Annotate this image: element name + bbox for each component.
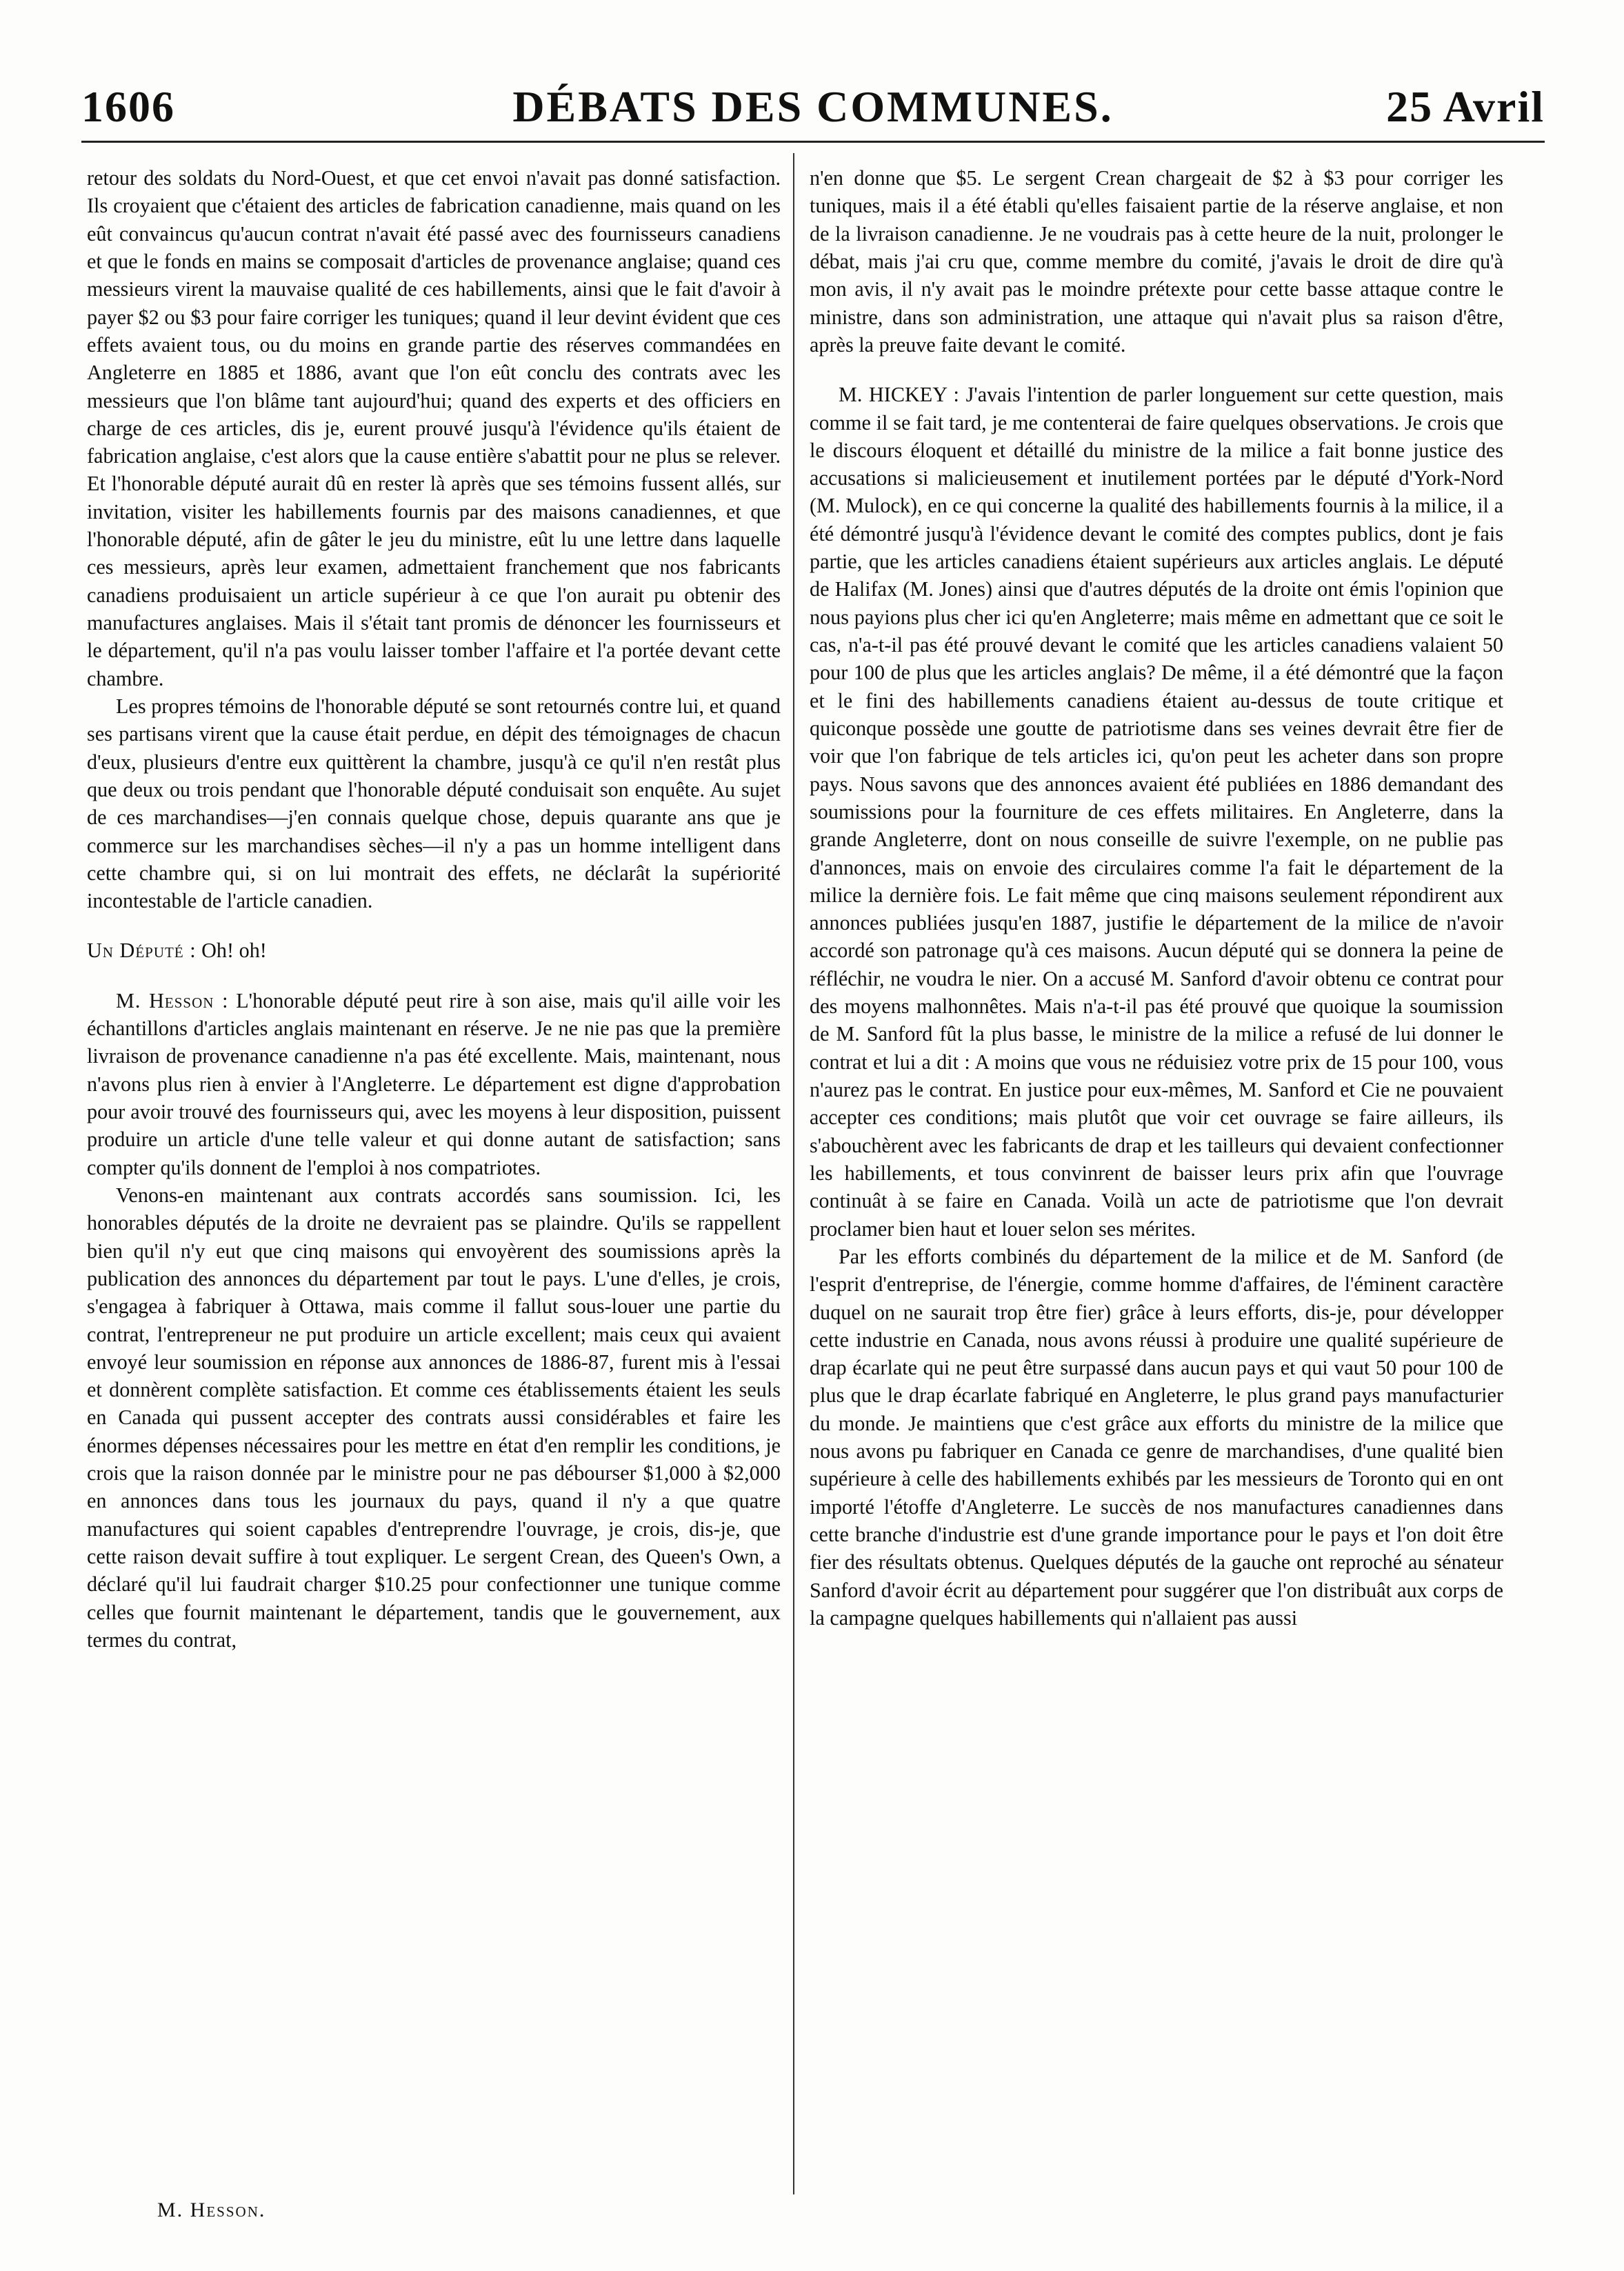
catchword: M. Hesson. [157,2199,266,2221]
left-paragraph-3: Venons-en maintenant aux contrats accordés sans soumission. Ici, les honorables députés de la droite ne devraient pas se plaindre. Qu'ils se rappellent bien qu'il n'y eut que cinq maisons qui envoyèrent des soumissions après la publication des annonces du département par tout le pays. L'une d'elles, je crois, s'engagea à fabriquer à Ottawa, mais comme il fallut sous-louer une partie du contrat, l'entrepreneur ne put produire un article excellent; mais ceux qui avaient envoyé leur soumission en réponse aux annonces de 1886-87, furent mis à l'essai et donnèrent complète satisfaction. Et comme ces établissements étaient les seuls en Canada qui pussent accepter des contrats aussi considérables et faire les énormes dépenses nécessaires pour les mettre en état d'en remplir les conditions, je crois que la raison donnée par le ministre pour ne pas débourser $1,000 à $2,000 en annonces dans tous les journaux du pays, quand il n'y a que quatre manufactures qui soient capables d'entreprendre l'ouvrage, je crois, dis-je, que cette raison devait suffire à tout expliquer. Le sergent Crean, des Queen's Own, a déclaré qu'il lui faudrait charger $10.25 pour confectionner une tunique comme celles que fournit maintenant le département, tandis que le gouvernement, aux termes du contrat, [87,1183,781,1652]
page-title: DÉBATS DES COMMUNES. [512,82,1114,131]
speech-text: Oh! oh! [201,939,267,963]
speaker-name: Un Député : [87,939,197,963]
hickey-speech [810,381,1503,1243]
deputy-interjection [87,937,781,964]
speaker-name: M. Hesson : [116,988,229,1012]
speech-text: J'avais l'intention de parler longuement sur cette question, mais comme il se fait tard, je me contenterai de faire quelques observations. Je crois que le discours éloquent et détaillé du ministre de la milice a fait bonne justice des accusations si malicieusement et inutilement portées par le député d'York-Nord (M. Mulock), en ce qui concerne la qualité des habillements fournis à la milice, il a été démontré jusqu'à l'évidence devant le comité des comptes publics, dont je fais partie, que les articles canadiens étaient supérieurs aux articles anglais. Le député de Halifax (M. Jones) ainsi que d'autres députés de la droite ont émis l'opinion que nous payions plus cher ici qu'en Angleterre; mais même en admettant que ce soit le cas, n'a-t-il pas été prouvé devant le comité que les articles canadiens valaient 50 pour 100 de plus que les articles anglais? De même, il a été démontré que la façon et le fini des habillements canadiens étaient au-dessus de toute critique et quiconque possède une goutte de patriotisme dans ses veines devrait être fier de voir que l'on fabrique de tels articles ici, qu'on peut les acheter dans son propre pays. Nous savons que des annonces avaient été publiées en 1886 demandant des soumissions pour la fourniture de ces effets militaires. En Angleterre, dans la grande Angleterre, dont on nous conseille de suivre l'exemple, on ne publie pas d'annonces, mais on envoie des circulaires comme l'a fait le département de la milice la dernière fois. Le fait même que cinq maisons seulement répondirent aux annonces publiées jusqu'en 1887, justifie le département de la milice de n'avoir accordé son patronage qu'à ces maisons. Aucun député qui se donnera la peine de réfléchir, ne voudra le nier. On a accusé M. Sanford d'avoir obtenu ce contrat pour des moyens malhonnêtes. Mais n'a-t-il pas été prouvé que quoique la soumission de M. Sanford fût la plus basse, le ministre de la milice a refusé de lui donner le contrat et lui a dit : A moins que vous ne réduisiez votre prix de 15 pour 100, vous n'aurez pas le contrat. En justice pour eux-mêmes, M. Sanford et Cie ne pouvaient accepter ces conditions; mais plutôt que voir cet ouvrage se faire ailleurs, ils s'abouchèrent avec les fabricants de drap et les tailleurs qui devaient confectionner les habillements, et tous convinrent de baisser leurs prix afin que l'ouvrage continuât à se faire en Canada. Voilà un acte de patriotisme que l'on devrait proclamer bien haut et louer selon ses mérites. [810,383,1503,1241]
hesson-speech [87,987,781,1181]
page-date: 25 Avril [1386,82,1545,131]
header-rule [81,141,1545,143]
page-number: 1606 [81,82,175,131]
left-column [87,164,781,2219]
speaker-name: M. HICKEY : [839,383,959,407]
right-paragraph-2: Par les efforts combinés du département de la milice et de M. Sanford (de l'esprit d'entreprise, de l'énergie, comme homme d'affaires, de l'éminent caractère duquel on ne saurait trop être fier) grâce à leurs efforts, dis-je, pour développer cette industrie en Canada, nous avons réussi à produire une qualité supérieure de drap écarlate qui ne peut être surpassé dans aucun pays et qui vaut 50 pour 100 de plus que le drap écarlate fabriqué en Angleterre, le plus grand pays manufacturier du monde. Je maintiens que c'est grâce aux efforts du ministre de la milice que nous avons pu fabriquer en Canada ce genre de marchandises, d'une qualité bien supérieure à celle des habillements exhibés par les messieurs de Toronto qui en ont importé l'étoffe d'Angleterre. Le succès de nos manufactures canadiennes dans cette branche d'industrie est d'une grande importance pour le pays et l'on doit être fier des résultats obtenus. Quelques députés de la gauche ont reproché au sénateur Sanford d'avoir écrit au département pour suggérer que l'on distribuât aux corps de la campagne quelques habillements qui n'allaient pas aussi [810,1244,1503,1630]
speech-text: L'honorable député peut rire à son aise, mais qu'il aille voir les échantillons d'articles anglais maintenant en réserve. Je ne nie pas que la première livraison de provenance canadienne n'a pas été excellente. Mais, maintenant, nous n'avons plus rien à envier à l'Angleterre. Le département est digne d'approbation pour avoir trouvé des fournisseurs qui, avec les moyens à leur disposition, puissent produire un article d'une telle valeur et qui donne autant de satisfaction; sans compter qu'ils donnent de l'emploi à nos compatriotes. [87,988,781,1179]
right-column [810,164,1503,2219]
left-paragraph-1: retour des soldats du Nord-Ouest, et que cet envoi n'avait pas donné satisfaction. Ils croyaient que c'étaient des articles de fabrication canadienne, mais quand on les eût convaincus qu'aucun contrat n'avait été passé avec des fournisseurs canadiens et que le fonds en mains se composait d'articles de provenance anglaise; quand ces messieurs virent la mauvaise qualité de ces habillements, ainsi que le fait d'avoir à payer $2 ou $3 pour faire corriger les tuniques; quand il leur devint évident que ces effets avaient tous, ou du moins en grande partie des réserves commandées en Angleterre en 1885 et 1886, avant que l'on eût conclu des contrats avec les messieurs que l'on blâme tant aujourd'hui; quand des experts et des officiers en charge de ces articles, dis je, eurent prouvé jusqu'à l'évidence qu'ils étaient de fabrication anglaise, c'est alors que la cause entière s'abattit pour ne plus se relever. Et l'honorable député aurait dû en rester là après que ses témoins fussent allés, sur invitation, visiter les habillements fournis par des maisons canadiennes, et que l'honorable député, afin de gâter le jeu du ministre, eût lu une lettre dans laquelle ces messieurs, après leur examen, admettaient franchement que nos fabricants canadiens produisaient un article supérieur à ce que l'on aurait pu obtenir des manufactures anglaises. Mais il s'était tant promis de dénoncer les fournisseurs et le département, qu'il n'a pas voulu laisser tomber l'affaire et l'a portée devant cette chambre. [87,166,781,690]
page-header [81,77,1545,139]
left-paragraph-2: Les propres témoins de l'honorable député se sont retournés contre lui, et quand ses partisans virent que la cause était perdue, en dépit des témoignages de chacun d'eux, plusieurs d'entre eux quittèrent la chambre, jusqu'à ce qu'il n'en restât plus que deux ou trois pendant que l'honorable député conduisait son enquête. Au sujet de ces marchandises—j'en connais quelque chose, depuis quarante ans que je commerce sur les marchandises sèches—il n'y a pas un homme intelligent dans cette chambre qui, si on lui montrait des effets, ne déclarât la supériorité incontestable de l'article canadien. [87,694,781,913]
right-paragraph-1: n'en donne que $5. Le sergent Crean chargeait de $2 à $3 pour corriger les tuniques, mais il a été établi qu'elles faisaient partie de la réserve anglaise, et non de la livraison canadienne. Je ne voudrais pas à cette heure de la nuit, prolonger le débat, mais j'ai cru que, comme membre du comité, j'avais le droit de dire qu'à mon avis, il n'y avait pas le moindre prétexte pour cette basse attaque contre le ministre, dans son administration, une attaque qui n'avait plus sa raison d'être, après la preuve faite devant le comité. [810,166,1503,357]
column-divider [793,153,794,2194]
